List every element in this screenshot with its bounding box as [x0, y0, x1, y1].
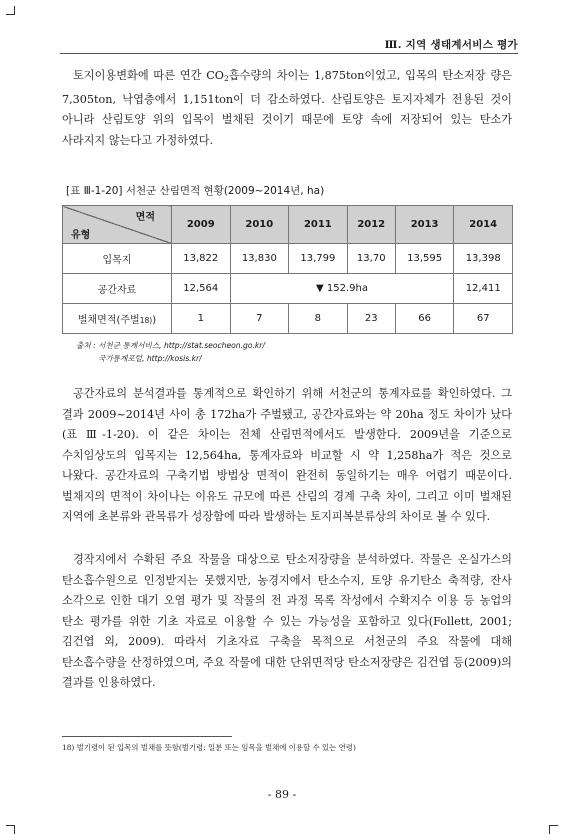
intro-text-rest: 량은 7,305ton, 낙엽층에서 1,151ton이 더 감소하였다. 산림토양은 토지자체가 전용된 것이 아니라 산림토양 위의 입목이 벌채된 것이기 때문에 토양 속에 저장되어 있는 탄소가 사라지지 않는다고 가정하였다.: [62, 69, 512, 147]
year-header: 2012: [347, 206, 395, 244]
footnote: 18) 벌기령이 된 입목의 벌채를 뜻함(벌기령: 일분 또는 임목을 벌채에 이용할 수 있는 연령): [62, 743, 356, 752]
intro-paragraph: [62, 66, 512, 151]
table-row: [63, 304, 513, 334]
table-cell: 1: [172, 304, 231, 334]
row-label-close: ): [152, 315, 157, 326]
body-paragraph-2: 공간자료의 분석결과를 통계적으로 확인하기 위해 서천군의 통계자료를 확인하였다. 그 결과 2009~2014년 사이 총 172ha가 주벌됐고, 공간자료와는 약 20ha 정도 차이가 났다(표 Ⅲ-1-20). 이 같은 차이는 전체 산림면적에서도 발생한다. 2009년을 기준으로 수치임상도의 입목지는 12,564ha, 통계자료와 비교할 시 약 1,258ha가 적은 것으로 나왔다. 공간자료의 구축기법 방법상 면적이 완전히 동일하기는 매우 어렵기 때문이다. 벌채지의 면적이 차이나는 이유도 규모에 따른 산림의 경계 구축 차이, 그리고 이미 벌채된 지역에 초본류와 관목류가 성장함에 따라 발생하는 토지피복분류상의 차이로 볼 수 있다.: [62, 387, 512, 523]
year-header: 2009: [172, 206, 231, 244]
table-cell: 12,411: [454, 274, 513, 304]
table-cell: 12,564: [172, 274, 231, 304]
footnote-ref: 18): [139, 316, 153, 325]
row-label: 입목지: [63, 244, 172, 274]
crop-mark-bottom-right: [549, 825, 558, 834]
year-header: 2014: [454, 206, 513, 244]
crop-mark-top-left: [6, 6, 15, 15]
row-label-text: 벌채면적(주벌: [77, 315, 140, 326]
running-header: Ⅲ. 지역 생태계서비스 평가: [384, 39, 518, 51]
merged-change-cell: ▼ 152.9ha: [230, 274, 454, 304]
footnote-rule: [62, 736, 232, 737]
table-cell: 13,822: [172, 244, 231, 274]
crop-mark-bottom-left: [6, 825, 15, 834]
year-header: 2013: [395, 206, 454, 244]
header-rule: [60, 53, 518, 54]
table-source-1: 출처 : 서천군 통계서비스, http://stat.seocheon.go.kr/: [76, 341, 265, 350]
page-number: - 89 -: [267, 788, 297, 801]
year-header: 2010: [230, 206, 289, 244]
table-row: [63, 274, 513, 304]
table-cell: 7: [230, 304, 289, 334]
table-cell: 13,398: [454, 244, 513, 274]
forest-area-table: [62, 205, 513, 334]
table-cell: 8: [289, 304, 348, 334]
table-cell: 13,830: [230, 244, 289, 274]
table-cell: 13,70: [347, 244, 395, 274]
diagonal-header-cell: [63, 206, 172, 244]
header-type-label: 유형: [71, 230, 91, 241]
table-cell: 66: [395, 304, 454, 334]
header-area-label: 면적: [135, 212, 155, 223]
row-label: 공간자료: [63, 274, 172, 304]
co2-subscript: 2: [223, 74, 229, 83]
table-cell: 23: [347, 304, 395, 334]
table-cell: 13,799: [289, 244, 348, 274]
row-label: [63, 304, 172, 334]
table-cell: 67: [454, 304, 513, 334]
intro-text-b: 흡수량의 차이는 1,875ton이었고, 입목의 탄소저장: [228, 69, 486, 82]
body-paragraph-3: 경작지에서 수확된 주요 작물을 대상으로 탄소저장량을 분석하였다. 작물은 온실가스의 탄소흡수원으로 인정받지는 못했지만, 농경지에서 탄소수지, 토양 유기탄소 축적량, 잔사 소각으로 인한 대기 오염 평가 및 작물의 전 과정 목록 작성에서 수확지수 이용 등 농업의 탄소 평가를 위한 기초 자료로 이용할 수 있는 가능성을 포함하고 있다(Follett, 2001; 김건엽 외, 2009). 따라서 기초자료 구축을 목적으로 서천군의 주요 작물에 대해 탄소흡수량을 산정하였으며, 주요 작물에 대한 단위면적당 탄소저장량은 김건엽 등(2009)의 결과를 인용하였다.: [62, 553, 512, 689]
year-header: 2011: [289, 206, 348, 244]
table-cell: 13,595: [395, 244, 454, 274]
table-header-row: [63, 206, 513, 244]
table-row: [63, 244, 513, 274]
table-source-2: 국가통계포털, http://kosis.kr/: [98, 354, 202, 363]
intro-text-a: 토지이용변화에 따른 연간 CO: [73, 69, 224, 82]
table-caption: [표 Ⅲ-1-20] 서천군 산림면적 현황(2009~2014년, ha): [66, 185, 325, 197]
